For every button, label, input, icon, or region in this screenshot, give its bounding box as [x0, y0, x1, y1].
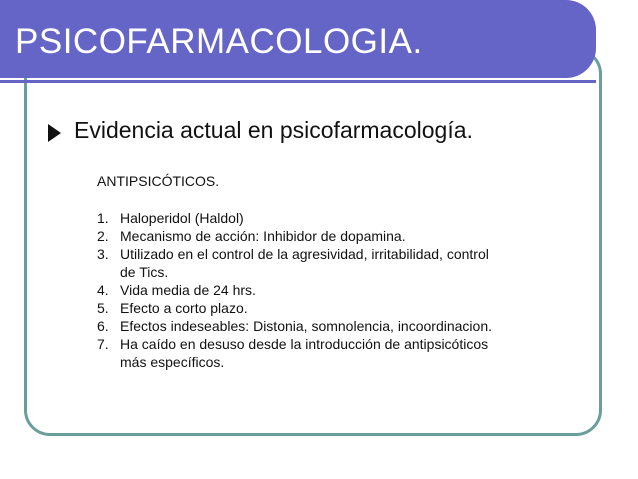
title-underline [0, 80, 596, 83]
list-item [97, 209, 507, 227]
list-item [97, 281, 507, 299]
list-item [97, 317, 507, 335]
list-item [97, 227, 507, 245]
list-item-number: 7. [97, 336, 109, 352]
section-heading: ANTIPSICÓTICOS. [97, 173, 220, 189]
list-item-number: 2. [97, 228, 109, 244]
list-item [97, 245, 507, 281]
triangle-bullet-icon [48, 124, 61, 142]
title-bar [0, 0, 596, 78]
bullet-text: Evidencia actual en psicofarmacología. [74, 117, 473, 143]
list-item-text: Efectos indeseables: Distonia, somnolencia, incoordinacion. [120, 318, 492, 334]
list-item-text: Efecto a corto plazo. [120, 300, 248, 316]
list-item-number: 4. [97, 282, 109, 298]
list-item [97, 335, 507, 371]
list-item-text: Mecanismo de acción: Inhibidor de dopamina. [120, 228, 406, 244]
list-item-text: Ha caído en desuso desde la introducción de antipsicóticos más específicos. [120, 336, 489, 370]
list-item-number: 3. [97, 246, 109, 262]
list-item-text: Vida media de 24 hrs. [120, 282, 256, 298]
list-item-number: 1. [97, 210, 109, 226]
slide-title: PSICOFARMACOLOGIA. [15, 22, 423, 61]
list-item-text: Haloperidol (Haldol) [120, 210, 244, 226]
list-item-text: Utilizado en el control de la agresividad, irritabilidad, control de Tics. [120, 246, 489, 280]
list-item [97, 299, 507, 317]
numbered-list [97, 209, 507, 371]
list-item-number: 6. [97, 318, 109, 334]
list-item-number: 5. [97, 300, 109, 316]
